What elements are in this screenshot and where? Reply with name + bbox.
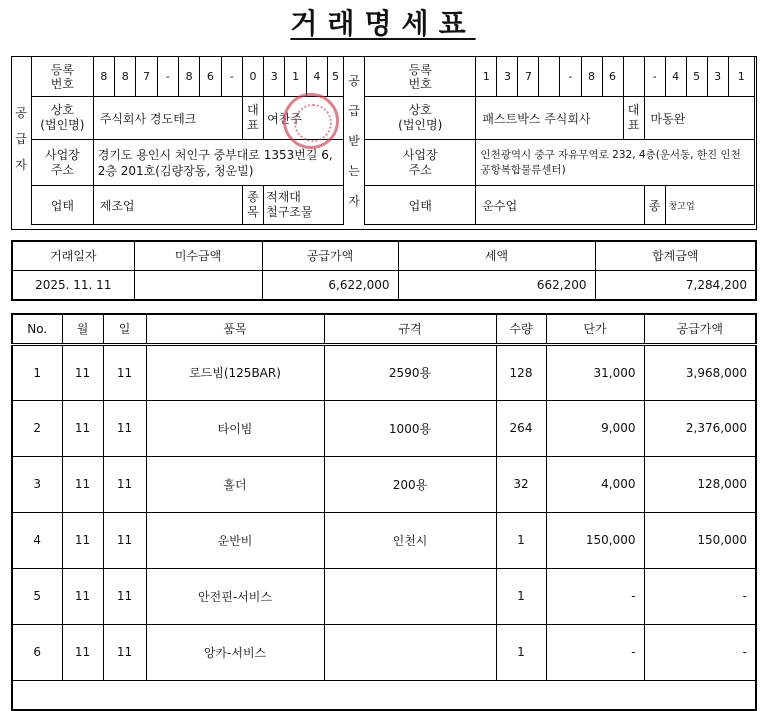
summary-tax: 662,200 — [398, 270, 595, 300]
receiver-ceo-label: 대 표 — [623, 97, 644, 140]
supplier-reg-digit: - — [157, 57, 178, 97]
row-supply: 3,968,000 — [644, 344, 756, 400]
summary-header-supply: 공급가액 — [262, 241, 398, 270]
row-supply: 150,000 — [644, 512, 756, 568]
row-supply: 128,000 — [644, 456, 756, 512]
table-row-empty — [12, 680, 756, 710]
row-month: 11 — [62, 456, 103, 512]
items-table — [11, 313, 757, 711]
receiver-reg-digit: - — [560, 57, 581, 97]
receiver-item: 창고업 — [665, 186, 754, 225]
summary-table — [11, 240, 757, 301]
receiver-reg-label: 등록 번호 — [365, 57, 476, 97]
row-day: 11 — [103, 624, 146, 680]
summary-date: 2025. 11. 11 — [12, 270, 134, 300]
receiver-item-label: 종 — [644, 186, 665, 225]
supplier-reg-digit: 8 — [178, 57, 199, 97]
table-row — [12, 456, 756, 512]
table-row — [12, 400, 756, 456]
receiver-reg-digit: 7 — [518, 57, 539, 97]
row-spec: 1000용 — [324, 400, 496, 456]
summary-supply: 6,622,000 — [262, 270, 398, 300]
row-supply: - — [644, 624, 756, 680]
row-no: 1 — [12, 344, 62, 400]
row-qty: 1 — [496, 568, 546, 624]
row-day: 11 — [103, 400, 146, 456]
summary-header-date: 거래일자 — [12, 241, 134, 270]
receiver-reg-digit — [539, 57, 560, 97]
receiver-reg-digit: 5 — [686, 57, 707, 97]
row-qty: 32 — [496, 456, 546, 512]
receiver-reg-digit: 3 — [497, 57, 518, 97]
row-no: 4 — [12, 512, 62, 568]
supplier-addr-label: 사업장 주소 — [32, 140, 94, 186]
receiver-reg-digit: 1 — [476, 57, 497, 97]
row-month: 11 — [62, 624, 103, 680]
summary-total: 7,284,200 — [595, 270, 756, 300]
row-unit-price: 150,000 — [546, 512, 644, 568]
receiver-ceo: 마동완 — [644, 97, 754, 140]
empty-row — [12, 680, 756, 710]
row-qty: 128 — [496, 344, 546, 400]
receiver-reg-digit: 3 — [707, 57, 728, 97]
receiver-reg-digit: 8 — [581, 57, 602, 97]
summary-header-total: 합계금액 — [595, 241, 756, 270]
items-header-month: 월 — [62, 314, 103, 344]
row-product: 운반비 — [146, 512, 324, 568]
supplier-reg-label: 등록 번호 — [32, 57, 94, 97]
supplier-reg-digit: 8 — [115, 57, 136, 97]
row-no: 5 — [12, 568, 62, 624]
supplier-name-label: 상호 (법인명) — [32, 97, 94, 140]
row-month: 11 — [62, 400, 103, 456]
row-qty: 1 — [496, 512, 546, 568]
items-header-unit-price: 단가 — [546, 314, 644, 344]
supplier-reg-digit: 1 — [285, 57, 306, 97]
row-spec — [324, 568, 496, 624]
row-month: 11 — [62, 344, 103, 400]
company-seal — [283, 93, 339, 149]
items-header-qty: 수량 — [496, 314, 546, 344]
items-header-supply: 공급가액 — [644, 314, 756, 344]
supplier-reg-digit: 6 — [200, 57, 221, 97]
row-qty: 264 — [496, 400, 546, 456]
row-spec: 2590용 — [324, 344, 496, 400]
receiver-biz-label: 업태 — [365, 186, 476, 225]
row-product: 앙카-서비스 — [146, 624, 324, 680]
row-unit-price: 4,000 — [546, 456, 644, 512]
summary-unpaid — [134, 270, 262, 300]
items-header-product: 품목 — [146, 314, 324, 344]
row-day: 11 — [103, 344, 146, 400]
row-qty: 1 — [496, 624, 546, 680]
receiver-name: 패스트박스 주식회사 — [476, 97, 623, 140]
table-row — [12, 568, 756, 624]
supplier-item: 적재대 철구조물 — [264, 186, 344, 225]
row-month: 11 — [62, 512, 103, 568]
table-row — [12, 624, 756, 680]
row-unit-price: - — [546, 624, 644, 680]
row-spec: 인천시 — [324, 512, 496, 568]
supplier-reg-digit: 4 — [306, 57, 327, 97]
receiver-addr-label: 사업장 주소 — [365, 140, 476, 186]
summary-header-tax: 세액 — [398, 241, 595, 270]
row-product: 타이빔 — [146, 400, 324, 456]
supplier-name: 주식회사 경도테크 — [93, 97, 242, 140]
supplier-reg-digit: - — [221, 57, 242, 97]
table-row — [12, 512, 756, 568]
row-day: 11 — [103, 456, 146, 512]
row-supply: 2,376,000 — [644, 400, 756, 456]
row-spec — [324, 624, 496, 680]
supplier-ceo: 여찬주 — [264, 97, 344, 140]
row-spec: 200용 — [324, 456, 496, 512]
supplier-biz: 제조업 — [93, 186, 242, 225]
supplier-reg-digit: 3 — [264, 57, 285, 97]
row-no: 3 — [12, 456, 62, 512]
items-header-day: 일 — [103, 314, 146, 344]
row-day: 11 — [103, 512, 146, 568]
row-product: 홀더 — [146, 456, 324, 512]
supplier-reg-digit: 7 — [136, 57, 157, 97]
supplier-reg-digit: 8 — [93, 57, 114, 97]
row-unit-price: - — [546, 568, 644, 624]
receiver-address: 인천광역시 중구 자유무역로 232, 4층(운서동, 한진 인천 공항복합물류센터) — [476, 140, 755, 186]
summary-header-unpaid: 미수금액 — [134, 241, 262, 270]
receiver-biz: 운수업 — [476, 186, 644, 225]
row-product: 안전핀-서비스 — [146, 568, 324, 624]
supplier-biz-label: 업태 — [32, 186, 94, 225]
receiver-reg-digit — [623, 57, 644, 97]
row-unit-price: 9,000 — [546, 400, 644, 456]
row-product: 로드빔(125BAR) — [146, 344, 324, 400]
row-unit-price: 31,000 — [546, 344, 644, 400]
receiver-reg-digit: 4 — [665, 57, 686, 97]
table-row — [12, 344, 756, 400]
receiver-side-label: 공 급 받 는 자 — [348, 74, 360, 208]
row-supply: - — [644, 568, 756, 624]
supplier-item-label: 종 목 — [242, 186, 263, 225]
receiver-reg-digit: - — [644, 57, 665, 97]
supplier-side-label: 공 급 자 — [15, 106, 27, 172]
receiver-name-label: 상호 (법인명) — [365, 97, 476, 140]
row-month: 11 — [62, 568, 103, 624]
document-title: 거래명세표 — [290, 7, 476, 40]
receiver-reg-digit: 1 — [728, 57, 754, 97]
row-no: 2 — [12, 400, 62, 456]
row-day: 11 — [103, 568, 146, 624]
supplier-reg-digit: 0 — [242, 57, 263, 97]
items-header-spec: 규격 — [324, 314, 496, 344]
row-no: 6 — [12, 624, 62, 680]
supplier-ceo-label: 대 표 — [242, 97, 263, 140]
supplier-reg-digit: 5 — [328, 57, 344, 97]
receiver-reg-digit: 6 — [602, 57, 623, 97]
items-header-no: No. — [12, 314, 62, 344]
supplier-address: 경기도 용인시 처인구 중부대로 1353번길 6, 2층 201호(김량장동, 청운빌) — [93, 140, 343, 186]
receiver-table — [364, 56, 755, 225]
